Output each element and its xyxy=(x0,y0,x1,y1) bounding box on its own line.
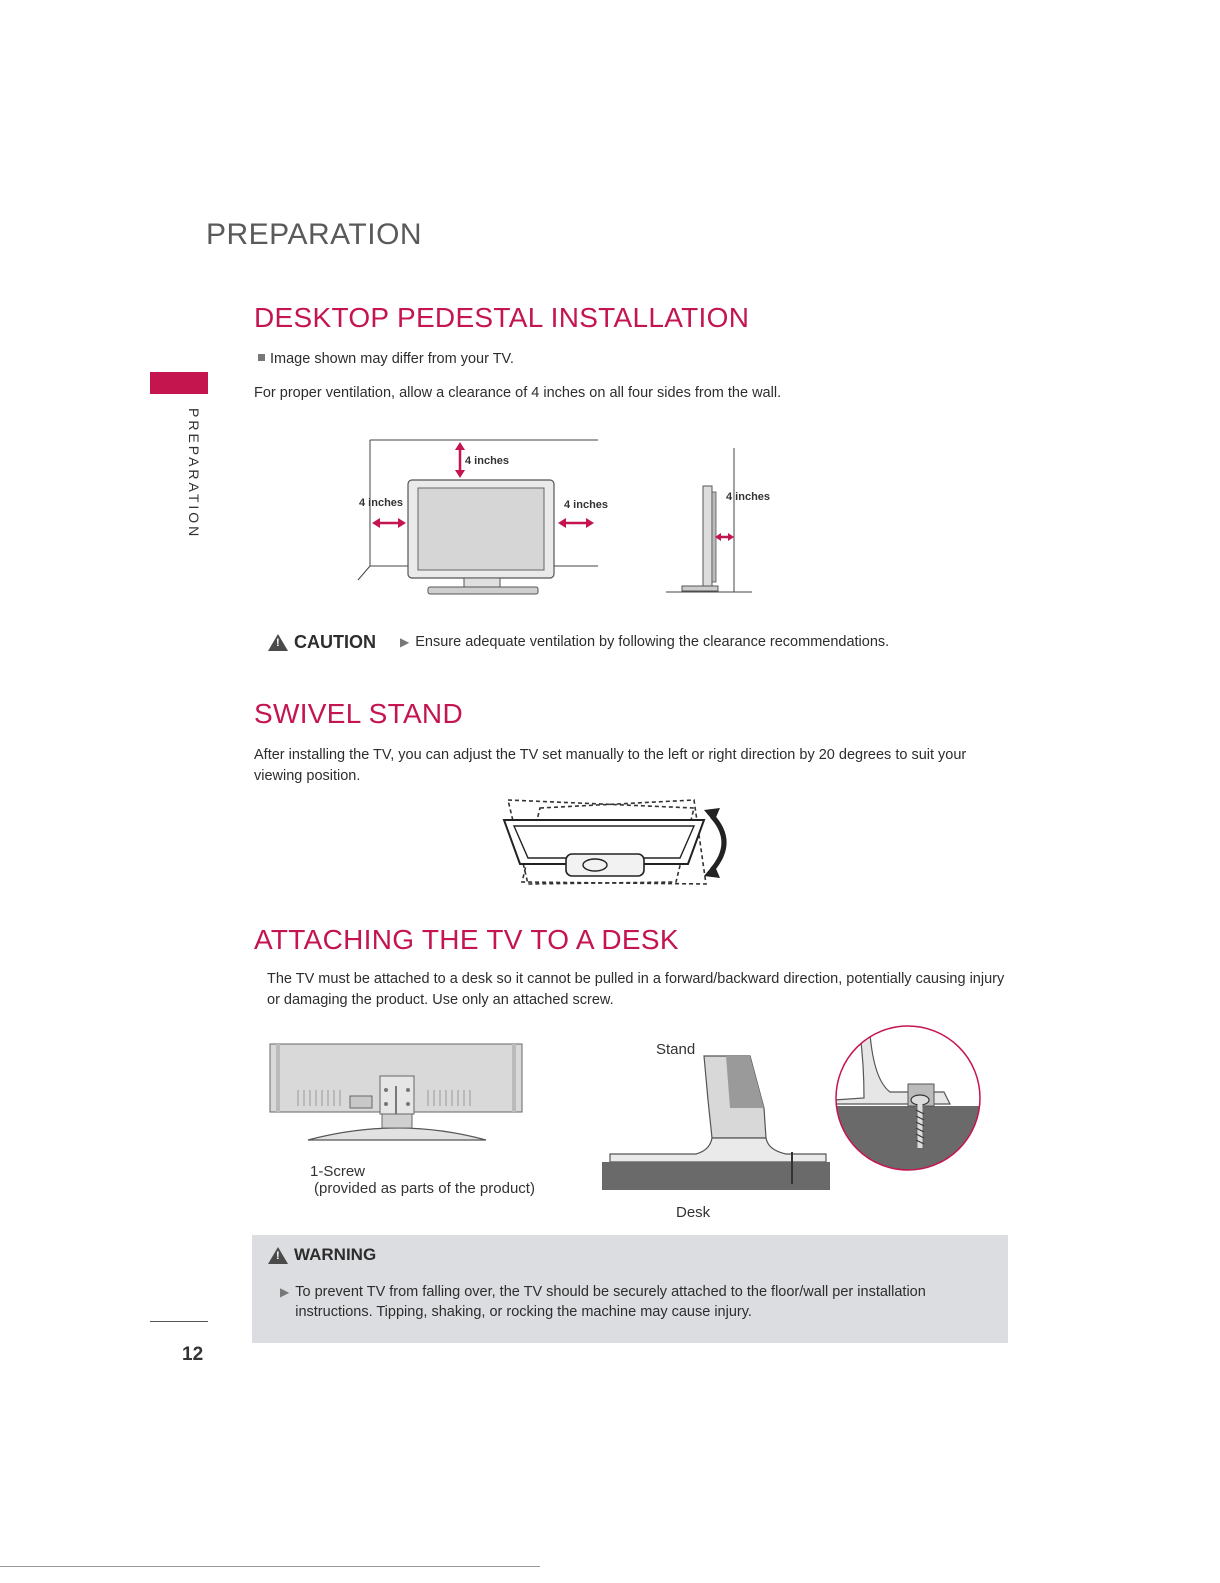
warning-box xyxy=(252,1235,1008,1343)
side-tab-marker xyxy=(150,372,208,394)
image-note xyxy=(258,351,514,367)
warning-header xyxy=(268,1245,376,1265)
warning-triangle-icon xyxy=(268,634,288,651)
side-clearance-label: 4 inches xyxy=(726,491,771,503)
page-title: PREPARATION xyxy=(206,218,423,251)
page-number: 12 xyxy=(182,1344,204,1365)
square-bullet-icon xyxy=(258,354,265,361)
screw-label: 1-Screw xyxy=(310,1163,366,1180)
caution-text: Ensure adequate ventilation by following the clearance recommendations. xyxy=(415,634,890,650)
swivel-diagram xyxy=(494,794,740,890)
warning-body xyxy=(280,1282,980,1322)
clearance-diagram xyxy=(340,430,800,602)
right-clearance-label: 4 inches xyxy=(564,499,609,511)
desktop-heading: DESKTOP PEDESTAL INSTALLATION xyxy=(254,302,750,333)
caution-row xyxy=(268,630,889,654)
stand-desk-diagram xyxy=(600,1050,832,1192)
bottom-rule xyxy=(0,1566,540,1567)
caution-label: CAUTION xyxy=(294,631,376,652)
screw-detail-zoom xyxy=(834,1024,982,1172)
left-clearance-label: 4 inches xyxy=(359,497,404,509)
stand-label: Stand xyxy=(656,1041,696,1058)
arrow-bullet-icon: ▶ xyxy=(280,1285,290,1299)
arrow-bullet-icon: ▶ xyxy=(400,635,410,649)
ventilation-text: For proper ventilation, allow a clearance of 4 inches on all four sides from the wall. xyxy=(254,385,782,401)
image-note-text: Image shown may differ from your TV. xyxy=(270,351,514,367)
desk-label: Desk xyxy=(676,1204,711,1221)
attach-heading: ATTACHING THE TV TO A DESK xyxy=(254,924,679,955)
warning-text: To prevent TV from falling over, the TV should be securely attached to the floor/wall per installation instructions. Tipping, shaking, or rocking the machine may cause injury. xyxy=(295,1284,926,1320)
tv-back-diagram xyxy=(268,1040,526,1148)
page-number-rule xyxy=(150,1321,208,1322)
warning-triangle-icon xyxy=(268,1247,288,1264)
swivel-heading: SWIVEL STAND xyxy=(254,698,463,729)
attach-text: The TV must be attached to a desk so it cannot be pulled in a forward/backward direction, potentially causing injury or damaging the product. Use only an attached screw. xyxy=(267,971,1005,1008)
side-section-label: PREPARATION xyxy=(186,408,202,540)
screw-sublabel: (provided as parts of the product) xyxy=(314,1180,535,1197)
top-clearance-label: 4 inches xyxy=(465,455,510,467)
swivel-text: After installing the TV, you can adjust the TV set manually to the left or right direction by 20 degrees to suit your viewing position. xyxy=(254,747,967,784)
warning-label: WARNING xyxy=(294,1245,377,1264)
